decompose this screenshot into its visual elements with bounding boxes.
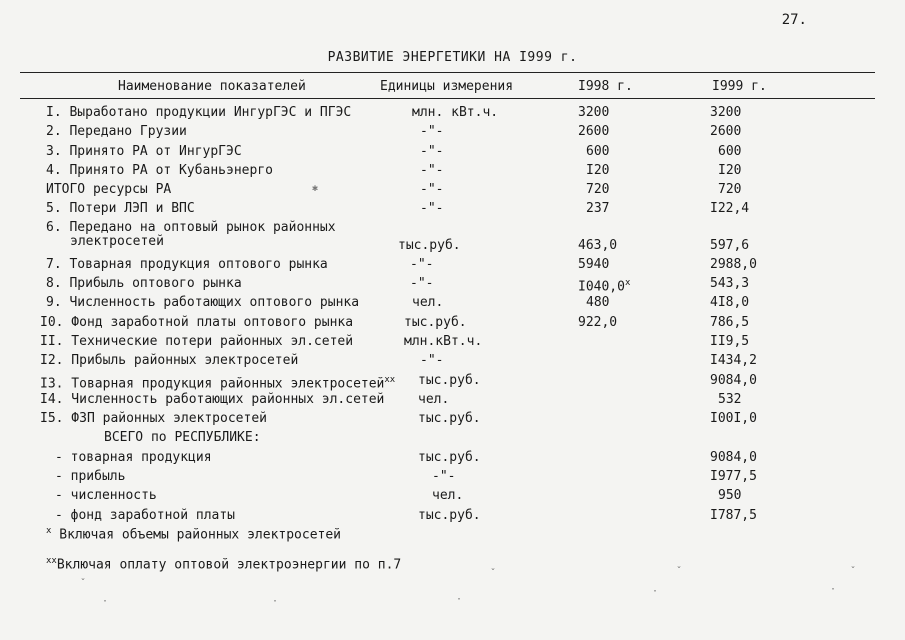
row-1998: 5940 — [578, 256, 610, 272]
footnote-text: Включая оплату оптовой электроэнергии по п.7 — [56, 557, 402, 573]
row-1998: 237 — [586, 201, 610, 217]
row-unit: тыс.руб. — [418, 372, 481, 388]
table-row — [0, 180, 905, 199]
row-unit: -"- — [420, 353, 444, 369]
row-unit: тыс.руб. — [418, 411, 481, 427]
row-name: 7. Товарная продукция оптового рынка — [46, 256, 328, 272]
scan-speck: · — [830, 584, 837, 595]
row-1999: I977,5 — [710, 469, 757, 485]
row-1998: 480 — [586, 295, 610, 311]
row-1998: 720 — [586, 182, 610, 198]
row-name: I4. Численность работающих районных эл.сетей — [40, 391, 385, 407]
scan-speck: ˇ — [676, 566, 683, 577]
row-unit: -"- — [420, 162, 444, 178]
row-name: 4. Принято РА от Кубаньэнерго — [46, 162, 273, 178]
header-bottom-rule — [20, 98, 875, 99]
row-name: I2. Прибыль районных электросетей — [40, 353, 299, 369]
row-unit: -"- — [420, 124, 444, 140]
row-name: I. Выработано продукции ИнгурГЭС и ПГЭС — [46, 105, 352, 120]
row-name-line2: электросетей — [70, 233, 164, 249]
row-name: 3. Принято РА от ИнгурГЭС — [46, 143, 242, 159]
row-unit: тыс.руб. — [398, 237, 461, 253]
row-unit: чел. — [418, 391, 450, 407]
row-1998: 2600 — [578, 124, 610, 140]
row-1999: 3200 — [710, 105, 742, 120]
row-name — [46, 221, 336, 249]
scan-speck: ˇ — [490, 568, 497, 579]
table-row — [0, 332, 905, 351]
table-row — [0, 428, 905, 447]
table-row — [0, 161, 905, 180]
row-1998: I20 — [586, 162, 610, 178]
table-row — [0, 409, 905, 428]
table-row — [0, 274, 905, 293]
table-body — [0, 103, 905, 525]
scan-speck: · — [652, 586, 659, 597]
footnote-text: Включая объемы районных электросетей — [51, 527, 342, 543]
header-top-rule — [20, 72, 875, 73]
row-1999: I434,2 — [710, 353, 757, 369]
row-name: - товарная продукция — [55, 449, 212, 465]
row-1999: II9,5 — [710, 333, 750, 349]
row-unit: тыс.руб. — [418, 507, 481, 523]
row-name: - численность — [55, 488, 157, 504]
footnote-marker: x — [624, 278, 631, 289]
row-1999: I00I,0 — [710, 411, 757, 427]
table-row — [0, 103, 905, 122]
footnote-1 — [46, 518, 401, 548]
header-1998: I998 г. — [578, 79, 633, 94]
row-name: - прибыль — [55, 469, 126, 485]
row-name: I5. ФЗП районных электросетей — [40, 411, 267, 427]
row-1999: 532 — [718, 391, 742, 407]
row-1998: 922,0 — [578, 314, 618, 330]
row-unit: -"- — [420, 182, 444, 198]
row-name: ИТОГО ресурсы РА — [46, 182, 172, 198]
row-name: 5. Потери ЛЭП и ВПС — [46, 201, 195, 217]
header-unit: Единицы измерения — [380, 79, 514, 94]
footnote-2 — [46, 548, 401, 578]
scan-speck: ✱ — [312, 183, 319, 194]
scan-speck: · — [456, 594, 463, 605]
row-unit: тыс.руб. — [404, 314, 467, 330]
table-row — [0, 390, 905, 409]
table-row — [0, 142, 905, 161]
table-row — [0, 199, 905, 218]
scan-speck: ˇ — [850, 566, 857, 577]
section-heading: ВСЕГО по РЕСПУБЛИКЕ: — [104, 430, 261, 446]
row-1999: 786,5 — [710, 314, 750, 330]
row-name-line1: 6. Передано на оптовый рынок районных — [46, 219, 336, 235]
table-row — [0, 255, 905, 274]
row-1999: 720 — [718, 182, 742, 198]
row-unit: -"- — [410, 276, 434, 292]
row-unit: -"- — [420, 143, 444, 159]
row-1999: 9084,0 — [710, 449, 757, 465]
scan-speck: · — [272, 596, 279, 607]
row-name: I0. Фонд заработной платы оптового рынка — [40, 314, 354, 330]
table-row — [0, 293, 905, 312]
row-name: 8. Прибыль оптового рынка — [46, 276, 242, 292]
scan-speck: · — [102, 596, 109, 607]
footnote-marker: x — [46, 526, 52, 536]
row-1999: I20 — [718, 162, 742, 178]
row-unit: тыс.руб. — [418, 449, 481, 465]
row-unit: -"- — [432, 469, 456, 485]
header-1999: I999 г. — [712, 79, 767, 94]
footnote-marker: xx — [384, 374, 396, 385]
row-name-text: I3. Товарная продукция районных электросетей — [40, 375, 385, 391]
row-1999: 4I8,0 — [710, 295, 750, 311]
row-1999: I22,4 — [710, 201, 750, 217]
header-name: Наименование показателей — [118, 79, 306, 94]
table-row — [0, 467, 905, 486]
row-1998: 3200 — [578, 105, 610, 120]
row-unit: -"- — [420, 201, 444, 217]
row-name: II. Технические потери районных эл.сетей — [40, 333, 354, 349]
row-1998: 463,0 — [578, 237, 618, 253]
footnote-marker: xx — [46, 556, 57, 567]
table-row — [0, 313, 905, 332]
row-1998: 600 — [586, 143, 610, 159]
page-number: 27. — [781, 12, 807, 28]
table-row — [0, 486, 905, 505]
row-unit: млн.кВт.ч. — [404, 333, 483, 349]
row-name: 2. Передано Грузии — [46, 124, 187, 140]
table-row — [0, 219, 905, 255]
footnotes — [46, 518, 401, 579]
table-row — [0, 371, 905, 390]
row-1999: 2600 — [710, 124, 742, 140]
row-unit: -"- — [410, 256, 434, 272]
row-1999: 597,6 — [710, 237, 750, 253]
scan-speck: ˇ — [80, 578, 87, 589]
row-1999: 9084,0 — [710, 372, 757, 388]
row-name: - фонд заработной платы — [55, 507, 236, 523]
row-name: 9. Численность работающих оптового рынка — [46, 295, 360, 311]
row-1999: 950 — [718, 488, 742, 504]
row-1999: 600 — [718, 143, 742, 159]
row-1999: 543,3 — [710, 276, 750, 292]
row-1999: I787,5 — [710, 507, 757, 523]
row-1998-value: I040,0 — [578, 279, 625, 295]
table-row — [0, 351, 905, 370]
table-row — [0, 122, 905, 141]
row-unit: млн. кВт.ч. — [412, 105, 499, 120]
document-title: РАЗВИТИЕ ЭНЕРГЕТИКИ НА I999 г. — [327, 50, 578, 65]
row-unit: чел. — [412, 295, 444, 311]
row-1999: 2988,0 — [710, 256, 757, 272]
row-unit: чел. — [432, 488, 464, 504]
table-row — [0, 448, 905, 467]
table-header — [0, 79, 905, 97]
